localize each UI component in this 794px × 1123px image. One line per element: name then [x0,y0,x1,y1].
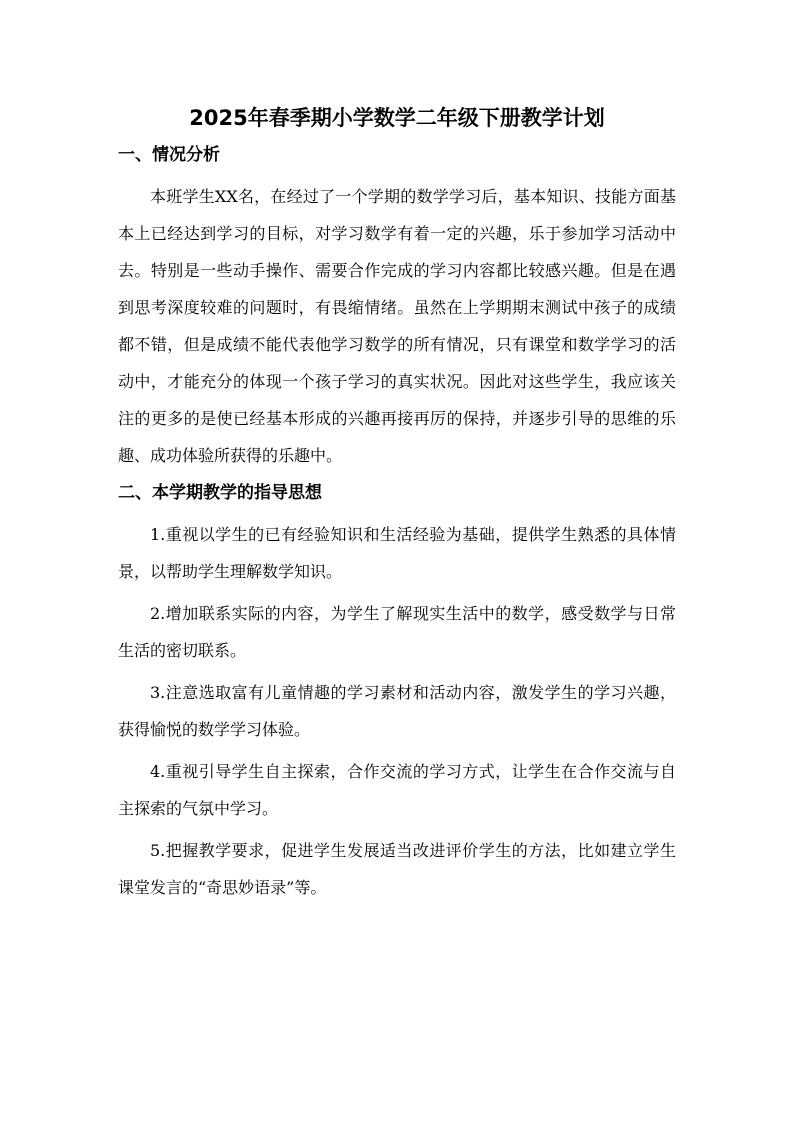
section-heading: 二、本学期教学的指导思想 [118,483,322,503]
document-title: 2025年春季期小学数学二年级下册教学计划 [189,106,605,130]
paragraph: 本班学生XX名，在经过了一个学期的数学学习后，基本知识、技能方面基本上已经达到学习的目标，对学习数学有着一定的兴趣，乐于参加学习活动中去。特别是一些动手操作、需要合作完成的学习内容都比较感兴趣。但是在遇到思考深度较难的问题时，有畏缩情绪。虽然在上学期期末测试中孩子的成绩都不错，但是成绩不能代表他学习数学的所有情况，只有课堂和数学学习的活动中，才能充分的体现一个孩子学习的真实状况。因此对这些学生，我应该关注的更多的是使已经基本形成的兴趣再接再厉的保持，并逐步引导的思维的乐趣、成功体验所获得的乐趣中。 [118,187,676,465]
section-guiding-ideology [118,478,676,906]
list-item: 5.把握教学要求，促进学生发展适当改进评价学生的方法，比如建立学生课堂发言的“奇思妙语录”等。 [118,841,676,897]
list-item: 2.增加联系实际的内容，为学生了解现实生活中的数学，感受数学与日常生活的密切联系。 [118,604,676,660]
section-heading: 一、情况分析 [118,145,220,165]
list-item: 3.注意选取富有儿童情趣的学习素材和活动内容，激发学生的学习兴趣，获得愉悦的数学学习体验。 [118,683,676,739]
list-item: 1.重视以学生的已有经验知识和生活经验为基础，提供学生熟悉的具体情景，以帮助学生理解数学知识。 [118,525,676,581]
section-situation-analysis [118,140,676,474]
list-item: 4.重视引导学生自主探索，合作交流的学习方式，让学生在合作交流与自主探索的气氛中学习。 [118,762,676,818]
